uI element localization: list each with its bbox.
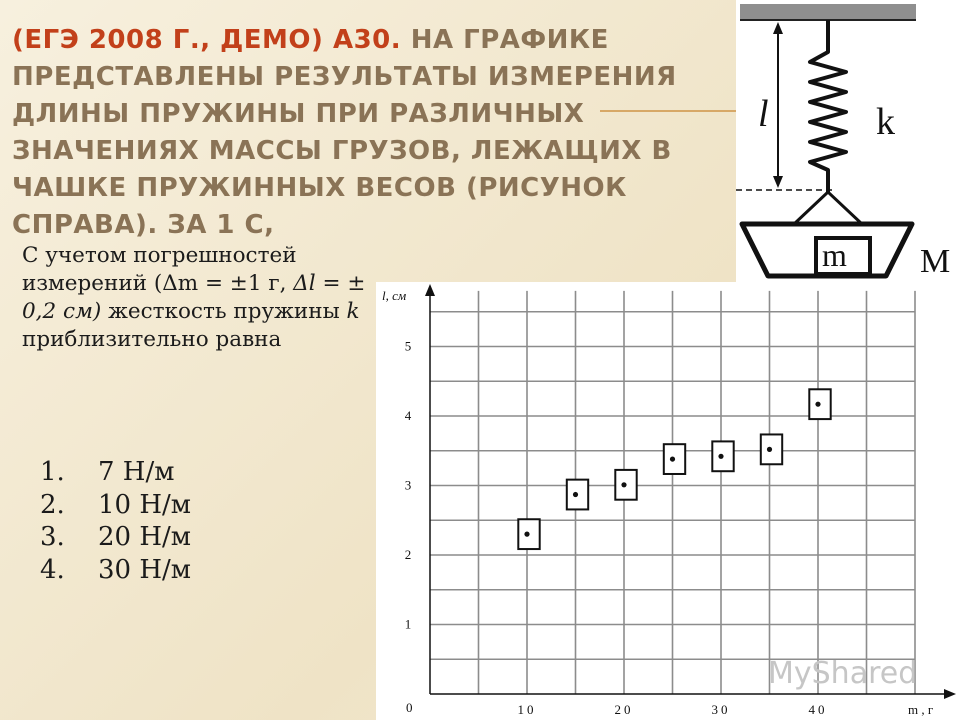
data-point bbox=[761, 434, 782, 464]
question-part1: С учетом погрешностей измерений ( bbox=[22, 243, 297, 296]
grid bbox=[430, 291, 915, 694]
data-points bbox=[518, 389, 830, 549]
answer-text: 7 Н/м bbox=[98, 457, 175, 487]
pan-mass-label: M bbox=[920, 243, 951, 280]
pan-roof bbox=[794, 192, 862, 224]
length-label: l bbox=[758, 93, 769, 135]
data-point bbox=[567, 480, 588, 510]
answer-number: 1. bbox=[40, 457, 65, 487]
x-tick-label: 30 bbox=[711, 702, 731, 717]
question-k: k bbox=[346, 298, 360, 324]
data-point bbox=[518, 519, 539, 549]
ceiling-plate bbox=[740, 4, 916, 20]
answer-option-1 bbox=[40, 456, 191, 489]
x-tick-label: 10 bbox=[517, 702, 537, 717]
stiffness-label: k bbox=[876, 101, 895, 143]
point-marker bbox=[573, 492, 578, 497]
y-axis-label: l, см bbox=[382, 288, 407, 303]
data-point bbox=[809, 389, 830, 419]
title-text: НА ГРАФИКЕ ПРЕДСТАВЛЕНЫ РЕЗУЛЬТАТЫ ИЗМЕРЕНИЯ ДЛИНЫ ПРУЖИНЫ ПРИ РАЗЛИЧНЫХ ЗНАЧЕНИЯХ МАССЫ ГРУЗОВ, ЛЕЖАЩИХ В ЧАШКЕ ПРУЖИННЫХ ВЕСОВ (РИСУНОК СПРАВА). ЗА 1 С, bbox=[12, 25, 677, 240]
spring-coil bbox=[810, 20, 846, 192]
question-part3: приблизительно равна bbox=[22, 326, 282, 352]
answer-text: 10 Н/м bbox=[98, 489, 192, 520]
slide-title bbox=[12, 22, 732, 243]
point-marker bbox=[621, 482, 626, 487]
watermark-logo: MyShared bbox=[768, 656, 918, 691]
x-axis-arrow bbox=[944, 689, 956, 699]
answer-option-3 bbox=[40, 521, 191, 554]
measurement-chart bbox=[376, 282, 960, 720]
point-marker bbox=[767, 447, 772, 452]
point-marker bbox=[718, 454, 723, 459]
answer-number: 4. bbox=[40, 554, 65, 585]
answer-option-4 bbox=[40, 554, 191, 587]
title-divider bbox=[600, 110, 736, 112]
point-marker bbox=[670, 456, 675, 461]
data-point bbox=[615, 470, 636, 500]
x-tick-label: 40 bbox=[808, 702, 828, 717]
x-axis-label: m , г bbox=[908, 702, 934, 717]
data-point bbox=[712, 441, 733, 471]
mass-label: m bbox=[822, 237, 847, 273]
answer-list bbox=[40, 456, 191, 586]
x-tick-label: 20 bbox=[614, 702, 634, 717]
y-tick-label: 4 bbox=[404, 408, 412, 423]
question-dl: Δl = ± 0,2 см) bbox=[22, 270, 366, 324]
spring-scale-figure bbox=[736, 0, 960, 290]
title-lead: (ЕГЭ 2008 Г., ДЕМО) А30. bbox=[12, 25, 402, 55]
answer-text: 30 Н/м bbox=[98, 554, 192, 585]
question-part2: жесткость пружины bbox=[101, 298, 347, 324]
y-tick-label: 5 bbox=[404, 338, 412, 354]
axes bbox=[382, 284, 956, 717]
point-marker bbox=[524, 532, 529, 537]
question-text bbox=[22, 242, 382, 354]
answer-option-2 bbox=[40, 489, 191, 522]
tick-labels bbox=[405, 339, 828, 718]
origin-label: 0 bbox=[406, 700, 413, 715]
point-marker bbox=[815, 402, 820, 407]
answer-text: 20 Н/м bbox=[98, 522, 192, 552]
data-point bbox=[664, 444, 685, 474]
length-arrow-top bbox=[773, 22, 783, 34]
length-arrow-bottom bbox=[773, 176, 783, 188]
y-axis-arrow bbox=[425, 284, 435, 296]
question-dm: Δm = ±1 г, bbox=[162, 270, 287, 296]
y-tick-label: 1 bbox=[404, 616, 412, 632]
y-tick-label: 3 bbox=[404, 477, 412, 493]
y-tick-label: 2 bbox=[404, 547, 412, 562]
answer-number: 2. bbox=[40, 489, 65, 520]
answer-number: 3. bbox=[40, 522, 65, 552]
